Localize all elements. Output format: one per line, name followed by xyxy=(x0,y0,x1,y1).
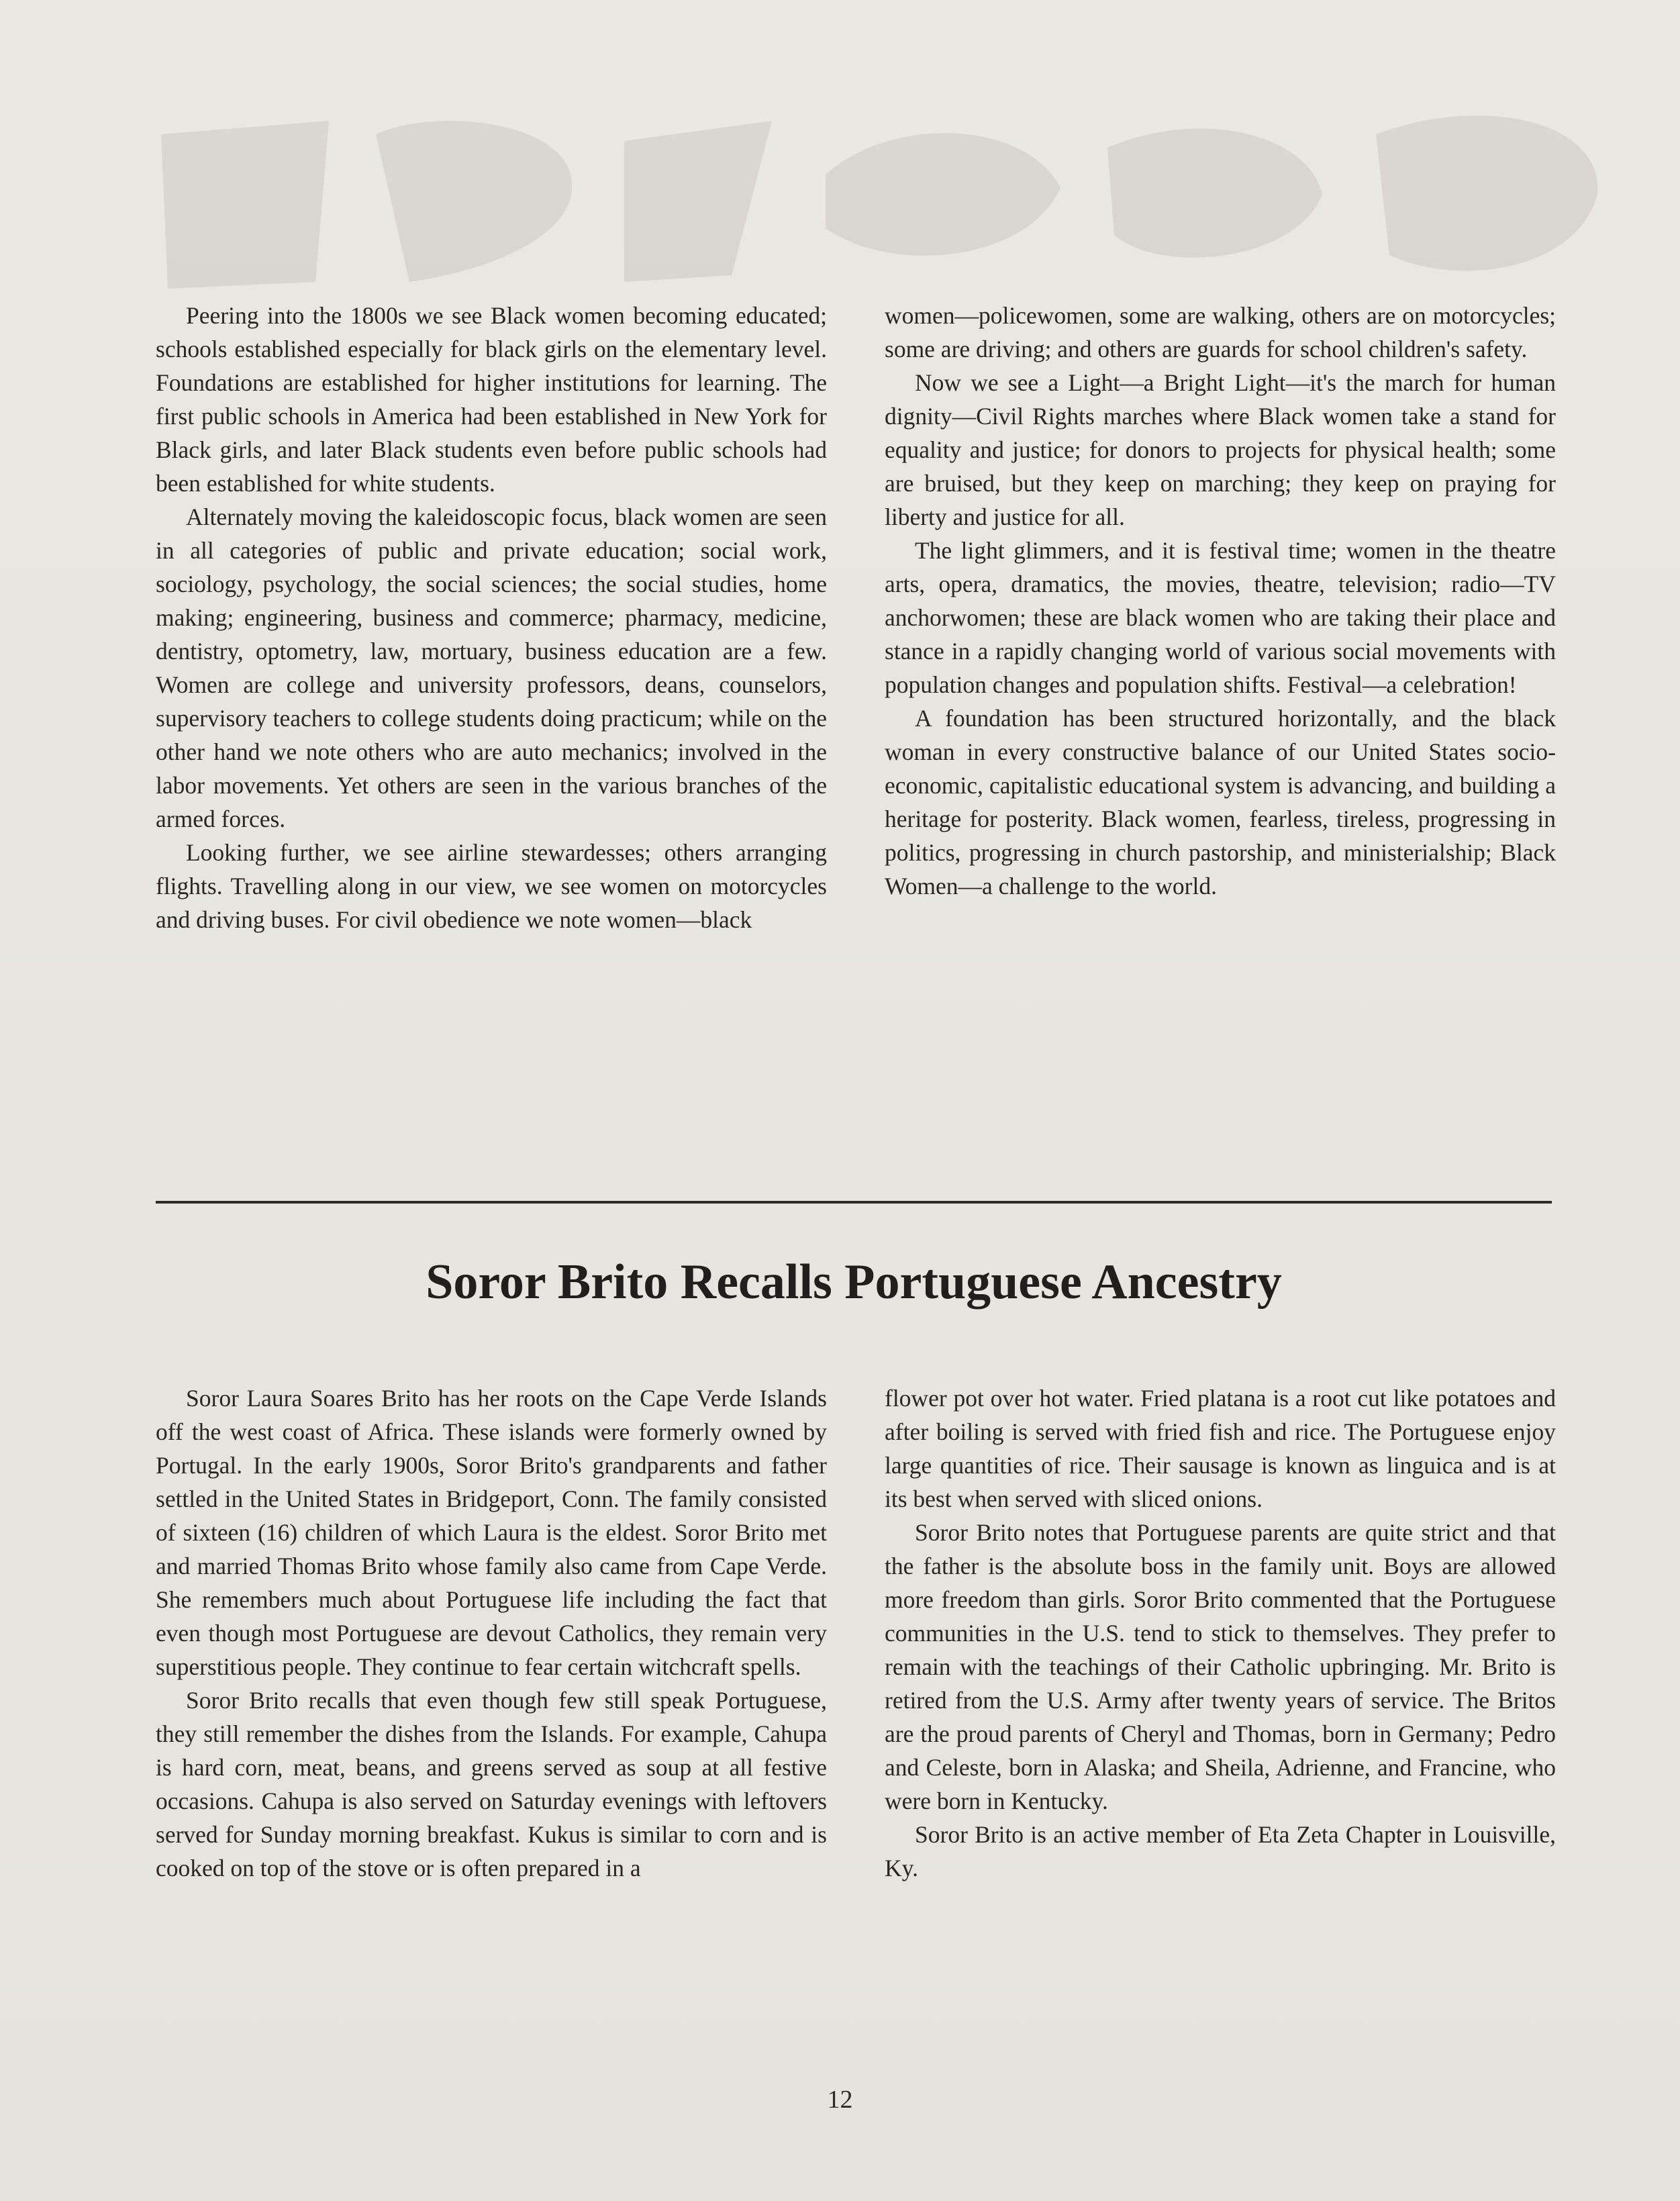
paragraph: Looking further, we see airline stewardesses; others arranging flights. Travelling along in our view, we see women on motorcycles and driving buses. For civil obedience we note women—black xyxy=(156,839,827,933)
paragraph: flower pot over hot water. Fried platana is a root cut like potatoes and after boiling is served with fried fish and rice. The Portuguese enjoy large quantities of rice. Their sausage is known as linguica and is at its best when served with sliced onions. xyxy=(885,1385,1556,1512)
paragraph: Soror Brito is an active member of Eta Zeta Chapter in Louisville, Ky. xyxy=(885,1821,1556,1881)
paragraph: A foundation has been structured horizontally, and the black woman in every constructive balance of our United States socio-economic, capitalistic educational system is advancing, and building a heritage for posterity. Black women, fearless, tireless, progressing in politics, progressing in church pastorship, and ministerialship; Black Women—a challenge to the world. xyxy=(885,705,1556,899)
paragraph: Peering into the 1800s we see Black women becoming educated; schools established especially for black girls on the elementary level. Foundations are established for higher institutions for learning. The first public schools in America had been established in New York for Black girls, and later Black students even before public schools had been established for white students. xyxy=(156,302,827,497)
paragraph: women—policewomen, some are walking, others are on motorcycles; some are driving; and others are guards for school children's safety. xyxy=(885,302,1556,362)
article-top-left-column xyxy=(156,299,827,936)
section-divider xyxy=(156,1201,1552,1204)
article-bottom-right-column xyxy=(885,1381,1556,1885)
show-through-graphic xyxy=(154,94,1611,295)
paragraph: Soror Brito notes that Portuguese parents are quite strict and that the father is the absolute boss in the family unit. Boys are allowed more freedom than girls. Soror Brito commented that the Portuguese communities in the U.S. tend to stick to themselves. They prefer to remain with the teachings of their Catholic upbringing. Mr. Brito is retired from the U.S. Army after twenty years of service. The Britos are the proud parents of Cheryl and Thomas, born in Germany; Pedro and Celeste, born in Alaska; and Sheila, Adrienne, and Francine, who were born in Kentucky. xyxy=(885,1519,1556,1814)
paragraph: Soror Laura Soares Brito has her roots on the Cape Verde Islands off the west coast of Africa. These islands were formerly owned by Portugal. In the early 1900s, Soror Brito's grandparents and father settled in the United States in Bridgeport, Conn. The family consisted of sixteen (16) children of which Laura is the eldest. Soror Brito met and married Thomas Brito whose family also came from Cape Verde. She remembers much about Portuguese life including the fact that even though most Portuguese are devout Catholics, they remain very superstitious people. They continue to fear certain witchcraft spells. xyxy=(156,1385,827,1680)
article-top-right-column xyxy=(885,299,1556,903)
article-bottom-left-column xyxy=(156,1381,827,1885)
paragraph: Now we see a Light—a Bright Light—it's the march for human dignity—Civil Rights marches where Black women take a stand for equality and justice; for donors to projects for physical health; some are bruised, but they keep on marching; they keep on praying for liberty and justice for all. xyxy=(885,369,1556,530)
paragraph: The light glimmers, and it is festival time; women in the theatre arts, opera, dramatics, the movies, theatre, television; radio—TV anchorwomen; these are black women who are taking their place and stance in a rapidly changing world of various social movements with population changes and population shifts. Festival—a celebration! xyxy=(885,537,1556,698)
paragraph: Alternately moving the kaleidoscopic focus, black women are seen in all categories of public and private education; social work, sociology, psychology, the social sciences; the social studies, home making; engineering, business and commerce; pharmacy, medicine, dentistry, optometry, law, mortuary, business education are a few. Women are college and university professors, deans, counselors, supervisory teachers to college students doing practicum; while on the other hand we note others who are auto mechanics; involved in the labor movements. Yet others are seen in the various branches of the armed forces. xyxy=(156,503,827,832)
article-headline: Soror Brito Recalls Portuguese Ancestry xyxy=(426,1255,1282,1310)
paragraph: Soror Brito recalls that even though few still speak Portuguese, they still remember the dishes from the Islands. For example, Cahupa is hard corn, meat, beans, and greens served as soup at all festive occasions. Cahupa is also served on Saturday evenings with leftovers served for Sunday morning breakfast. Kukus is similar to corn and is cooked on top of the stove or is often prepared in a xyxy=(156,1687,827,1881)
page-number: 12 xyxy=(827,2086,853,2114)
